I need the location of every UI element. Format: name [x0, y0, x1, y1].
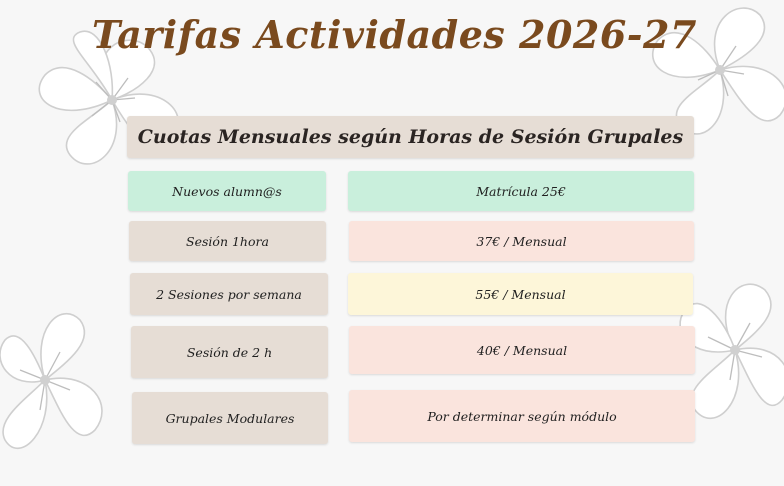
flower-decoration-bottom-left	[0, 290, 110, 486]
row-label-session-1h: Sesión 1hora	[129, 221, 326, 261]
row-price-modular-groups: Por determinar según módulo	[349, 390, 695, 442]
row-label-session-2h: Sesión de 2 h	[131, 326, 328, 378]
row-label-2-sessions: 2 Sesiones por semana	[130, 273, 328, 315]
row-price-2-sessions: 55€ / Mensual	[348, 273, 693, 315]
row-price-new-students: Matrícula 25€	[348, 171, 694, 211]
subtitle-banner	[127, 116, 694, 158]
row-label-modular-groups: Grupales Modulares	[132, 392, 328, 444]
row-label-new-students: Nuevos alumn@s	[128, 171, 326, 211]
row-price-session-2h: 40€ / Mensual	[349, 326, 695, 374]
subtitle-text: Cuotas Mensuales según Horas de Sesión Grupales	[137, 126, 684, 148]
row-price-session-1h: 37€ / Mensual	[349, 221, 694, 261]
page-title: Tarifas Actividades 2026-27	[92, 12, 697, 57]
